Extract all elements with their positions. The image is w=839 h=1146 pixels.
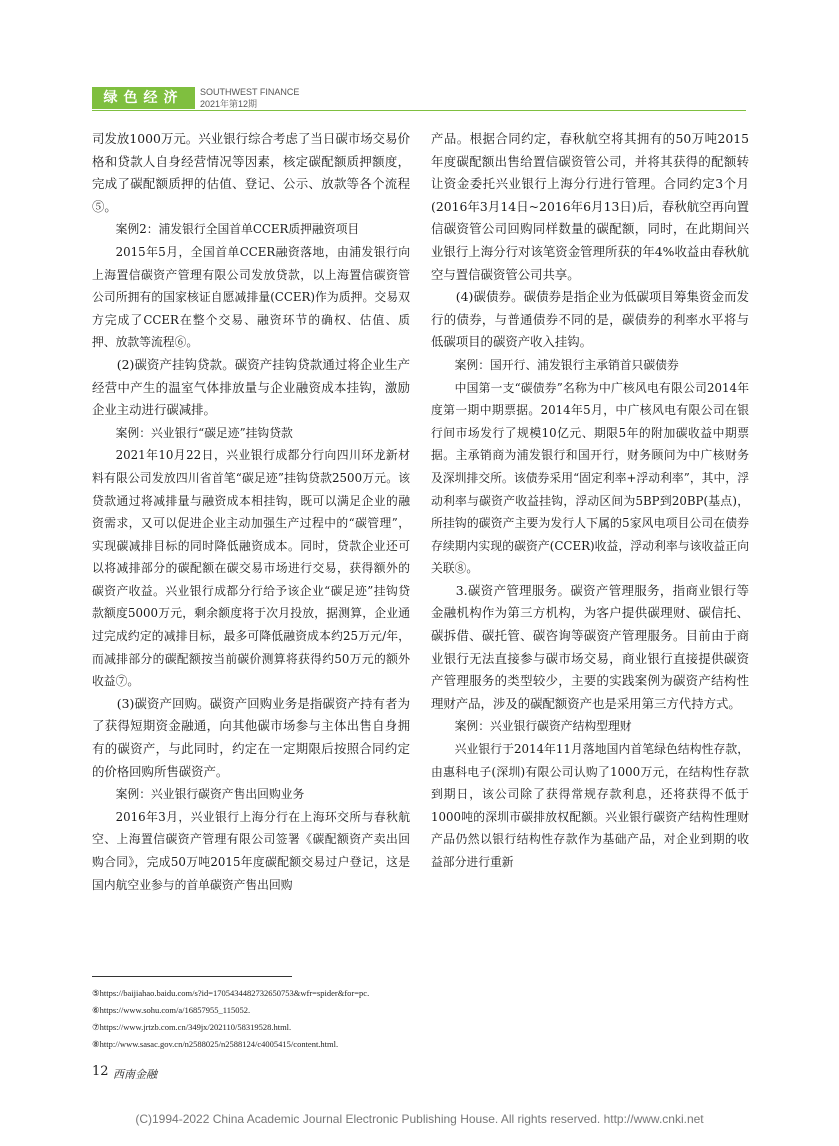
journal-name: 西南金融 [113, 1068, 157, 1081]
case-title: 案例：兴业银行碳资产结构型理财 [454, 719, 632, 734]
section-title: 绿色经济 [92, 87, 195, 109]
issue-label: 2021年第12期 [200, 99, 258, 109]
footnotes [92, 985, 369, 1053]
footnote: ⑥https://www.sohu.com/a/16857955_115052. [92, 1005, 251, 1015]
journal-info [200, 86, 299, 110]
copyright-footer: (C)1994-2022 China Academic Journal Electronic Publishing House. All rights reserved. http://www.cnki.net [135, 1112, 704, 1126]
footnote-rule [92, 976, 292, 977]
case-paragraph: 2015年5月，全国首单CCER融资落地，由浦发银行向上海置信碳资产管理有限公司发放贷款，以上海置信碳资管公司所拥有的国家核证自愿减排量(CCER)作为质押。交易双方完成了CCER在整个交易、融资环节的确权、估值、质押、放款等流程⑥。 [92, 244, 410, 350]
paragraph: (3)碳资产回购。碳资产回购业务是指碳资产持有者为了获得短期资金融通，向其他碳市场参与主体出售自身拥有的碳资产，与此同时，约定在一定期限后按照合同约定的价格回购所售碳资产。 [92, 695, 410, 779]
case-title: 案例：兴业银行“碳足迹”挂钩贷款 [115, 425, 293, 440]
case-paragraph: 中国第一支“碳债券”名称为中广核风电有限公司2014年度第一期中期票据。2014年5月，中广核风电有限公司在银行间市场发行了规模10亿元、期限5年的附加碳收益中期票据。主承销商为浦发银行和国开行，财务顾问为中广核财务及深圳排交所。该债券采用“固定利率+浮动利率”，其中，浮动利率与碳资产收益挂钩，浮动区间为5BP到20BP(基点)，所挂钩的碳资产主要为发行人下属的5家风电项目公司在债券存续期内实现的碳资产(CCER)收益，浮动利率与该收益正向关联⑧。 [431, 380, 749, 576]
case-paragraph: 2021年10月22日，兴业银行成都分行向四川环龙新材料有限公司发放四川省首笔“碳足迹”挂钩贷款2500万元。该贷款通过将减排量与融资成本相挂钩，既可以满足企业的融资需求，又可以促进企业主动加强生产过程中的“碳管理”，实现碳减排目标的同时降低融资成本。同时，贷款企业还可以将减排部分的碳配额在碳交易市场进行交易，获得额外的碳资产收益。兴业银行成都分行给予该企业“碳足迹”挂钩贷款额度5000万元，剩余额度将于次月投放，据测算，企业通过完成约定的减排目标，最多可降低融资成本约25万元/年，而减排部分的碳配额按当前碳价测算将获得约50万元的额外收益⑦。 [92, 448, 410, 689]
paragraph: 产品。根据合同约定，春秋航空将其拥有的50万吨2015年度碳配额出售给置信碳资管公司，并将其获得的配额转让资金委托兴业银行上海分行进行管理。合同约定3个月(2016年3月14日~2016年6月13日)后，春秋航空再向置信碳资管公司回购同样数量的碳配额，同时，在此期间兴业银行上海分行对该笔资金管理所获的年4%收益由春秋航空与置信碳资管公司共享。 [431, 131, 749, 282]
case-title: 案例：兴业银行碳资产售出回购业务 [115, 787, 305, 802]
header-rule [92, 110, 746, 111]
case-title: 案例2：浦发银行全国首单CCER质押融资项目 [115, 222, 360, 237]
left-column [92, 128, 410, 896]
case-title: 案例：国开行、浦发银行主承销首只碳债券 [454, 357, 679, 372]
page-number: 12 [92, 1064, 109, 1079]
running-header [92, 83, 746, 111]
journal-english-name: SOUTHWEST FINANCE [200, 87, 300, 97]
case-paragraph: 2016年3月，兴业银行上海分行在上海环交所与春秋航空、上海置信碳资产管理有限公司签署《碳配额资产卖出回购合同》，完成50万吨2015年度碳配额交易过户登记，这是国内航空业参与的首单碳资产售出回购 [92, 809, 410, 892]
right-column [431, 128, 749, 874]
footnote: ⑧http://www.sasac.gov.cn/n2588025/n2588124/c4005415/content.html. [92, 1039, 339, 1049]
footnote: ⑤https://baijiahao.baidu.com/s?id=1705434482732650753&wfr=spider&for=pc. [92, 988, 370, 998]
footnote: ⑦https://www.jrtzb.com.cn/349jx/202110/58319528.html. [92, 1022, 292, 1032]
paragraph: 司发放1000万元。兴业银行综合考虑了当日碳市场交易价格和贷款人自身经营情况等因素，核定碳配额质押额度，完成了碳配额质押的估值、登记、公示、放款等各个流程⑤。 [92, 131, 410, 214]
paragraph: (2)碳资产挂钩贷款。碳资产挂钩贷款通过将企业生产经营中产生的温室气体排放量与企业融资成本挂钩，激励企业主动进行碳减排。 [92, 356, 410, 418]
paragraph: (4)碳债券。碳债券是指企业为低碳项目筹集资金而发行的债券，与普通债券不同的是，碳债券的利率水平将与低碳项目的碳资产收入挂钩。 [431, 289, 749, 350]
paragraph: 3.碳资产管理服务。碳资产管理服务，指商业银行等金融机构作为第三方机构，为客户提供碳理财、碳信托、碳拆借、碳托管、碳咨询等碳资产管理服务。目前由于商业银行无法直接参与碳市场交易，商业银行直接提供碳资产管理服务的类型较少，主要的实践案例为碳资产结构性理财产品，涉及的碳配额资产也是采用第三方代持方式。 [431, 582, 749, 711]
case-paragraph: 兴业银行于2014年11月落地国内首笔绿色结构性存款，由惠科电子(深圳)有限公司认购了1000万元，在结构性存款到期日，该公司除了获得常规存款利息，还将获得不低于1000吨的深圳市碳排放权配额。兴业银行碳资产结构性理财产品仍然以银行结构性存款作为基础产品，对企业到期的收益部分进行重新 [431, 742, 749, 869]
